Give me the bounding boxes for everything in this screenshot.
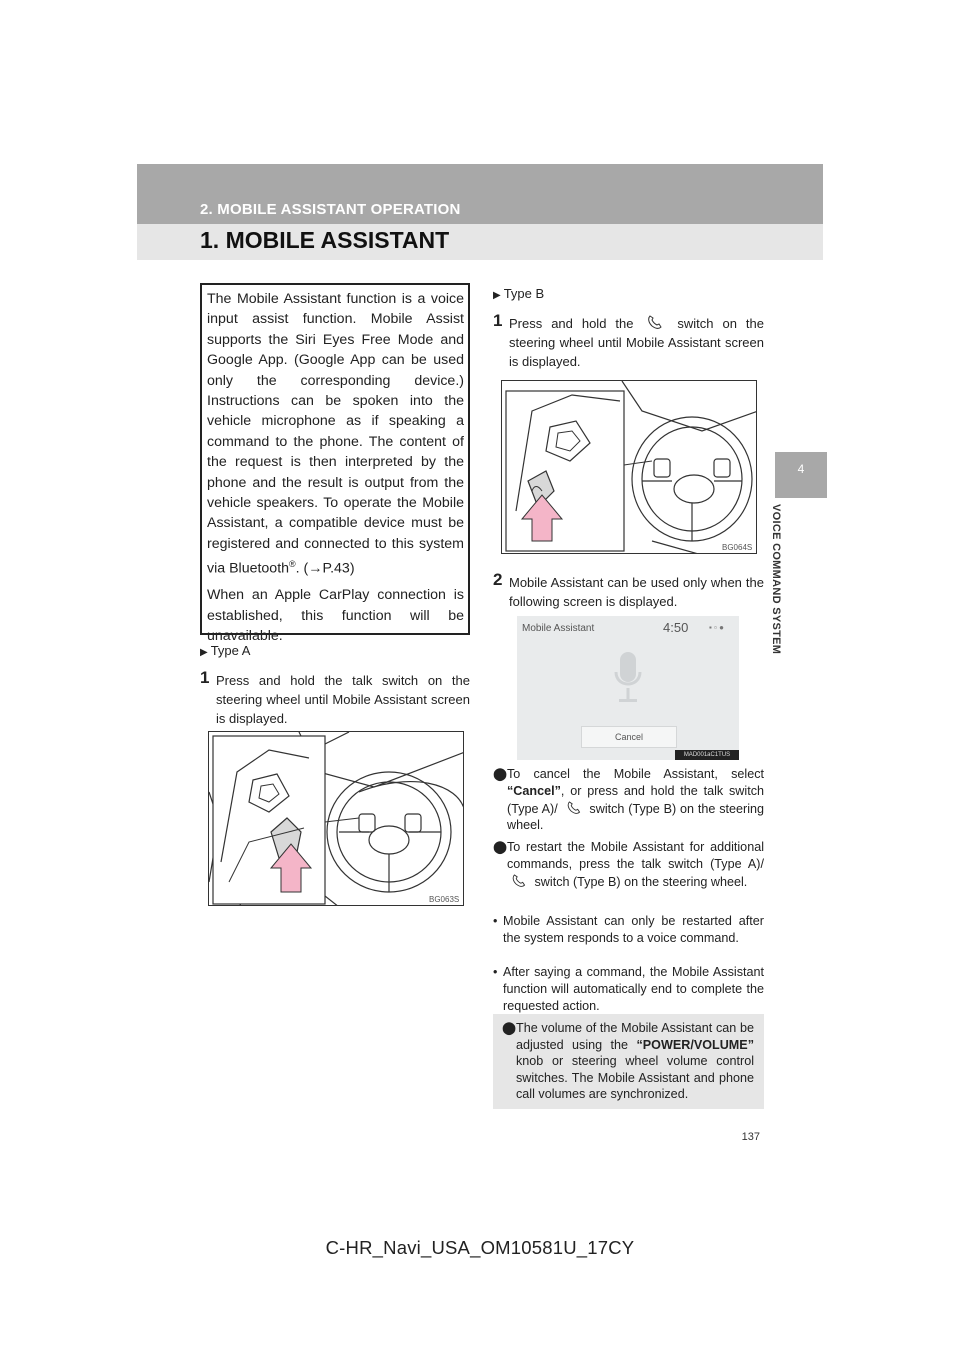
figure-type-a-steering <box>208 731 464 906</box>
figure-id: BG063S <box>429 895 460 904</box>
steering-wheel-illustration-b <box>502 381 757 554</box>
screen-clock: 4:50 <box>663 620 689 635</box>
intro-paragraph: The Mobile Assistant function is a voice input assist function. Mobile Assist supports the Siri Eyes Free Mode and Google App. (Google App can be used only the corresponding device.) Instructions can be spoken into the vehicle microphone as if speaking a command to the phone. The content of the request is then interpreted by the phone and the result is output from the vehicle speakers. To operate the Mobile Assistant, a compatible device must be registered and connected to this system via Bluetooth®. (→P.43) <box>207 291 464 578</box>
status-icons: ▪ ▫ ● <box>709 623 724 632</box>
page-title: 1. MOBILE ASSISTANT <box>200 227 450 253</box>
bullet-cancel: ⬤ To cancel the Mobile Assistant, select “Cancel”, or press and hold the talk switch (Type A)/ switch (Type B) on the steering wheel. <box>493 767 764 833</box>
intro-box <box>200 283 470 645</box>
intro-carplay-note: When an Apple CarPlay connection is established, this function will be unavailable. <box>207 587 464 645</box>
figure-type-b-steering <box>501 380 757 554</box>
steering-wheel-illustration-a <box>209 732 464 906</box>
type-b-step-1: 1 Press and hold the switch on the steering wheel until Mobile Assistant screen is displayed. <box>493 311 764 369</box>
microphone-icon <box>613 650 643 706</box>
phone-switch-icon <box>642 314 668 330</box>
page-number: 137 <box>741 1131 760 1143</box>
type-a-step-1: 1 Press and hold the talk switch on the steering wheel until Mobile Assistant screen is displayed. <box>200 668 470 726</box>
volume-note: ⬤ The volume of the Mobile Assistant can be adjusted using the “POWER/VOLUME” knob or steering wheel volume control switches. The Mobile Assistant and phone call volumes are synchronized. <box>493 1014 764 1109</box>
type-a-label: ▶ Type A <box>200 643 251 658</box>
chapter-number: 4 <box>797 462 805 476</box>
sub-bullet-auto-end: • After saying a command, the Mobile Assistant function will automatically end to complete the requested action. <box>493 965 764 1013</box>
bullet-restart: ⬤ To restart the Mobile Assistant for additional commands, press the talk switch (Type A)/ switch (Type B) on the steering wheel. <box>493 840 764 889</box>
sub-bullet-restart-condition: • Mobile Assistant can only be restarted after the system responds to a voice command. <box>493 914 764 945</box>
chapter-label: VOICE COMMAND SYSTEM <box>770 504 782 655</box>
document-footer: C-HR_Navi_USA_OM10581U_17CY <box>325 1237 635 1258</box>
cancel-button[interactable]: Cancel <box>581 726 677 748</box>
mobile-assistant-screen <box>517 616 739 760</box>
figure-id: BG064S <box>722 543 753 552</box>
type-b-label: ▶ Type B <box>493 286 545 301</box>
section-heading: 2. MOBILE ASSISTANT OPERATION <box>200 201 461 218</box>
type-b-step-2: 2 Mobile Assistant can be used only when the following screen is displayed. <box>493 570 764 609</box>
phone-switch-icon <box>562 800 586 815</box>
figure-id: MAD001aC1TUS <box>675 750 739 760</box>
screen-title: Mobile Assistant <box>522 623 595 634</box>
phone-switch-icon <box>507 873 531 888</box>
